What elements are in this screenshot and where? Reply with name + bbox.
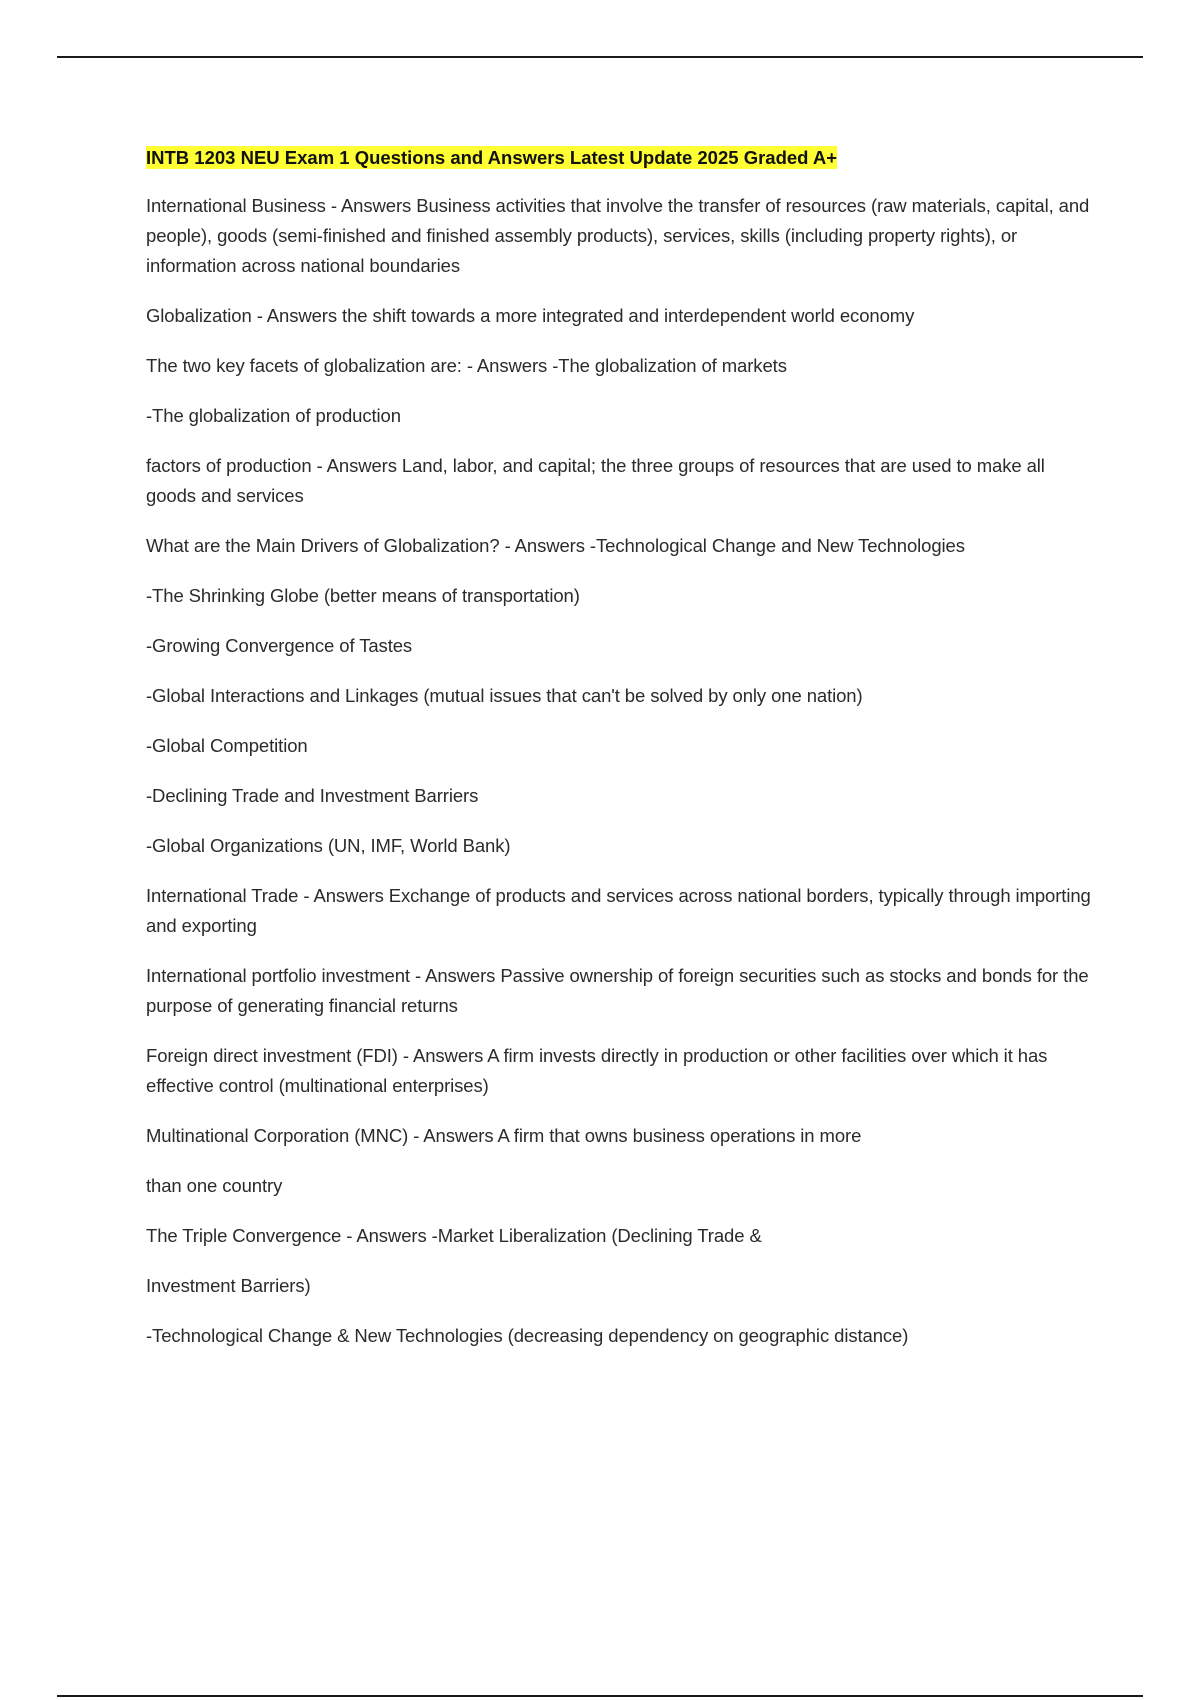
paragraph-international-trade: International Trade - Answers Exchange of products and services across national borders, typically through importing and exporting bbox=[146, 885, 1091, 936]
paragraph-shrinking-globe: -The Shrinking Globe (better means of transportation) bbox=[146, 585, 580, 606]
paragraph-portfolio-investment: International portfolio investment - Answers Passive ownership of foreign securities such as stocks and bonds for the purpose of generating financial returns bbox=[146, 965, 1089, 1016]
paragraph-globalization: Globalization - Answers the shift towards a more integrated and interdependent world economy bbox=[146, 305, 915, 326]
paragraph-main-drivers: What are the Main Drivers of Globalization? - Answers -Technological Change and New Technologies bbox=[146, 535, 965, 556]
paragraph-mnc-continued: than one country bbox=[146, 1175, 283, 1196]
paragraph-global-competition: -Global Competition bbox=[146, 735, 308, 756]
page-bottom-rule bbox=[57, 1695, 1143, 1697]
paragraph-mnc: Multinational Corporation (MNC) - Answers A firm that owns business operations in more bbox=[146, 1125, 862, 1146]
paragraph-global-organizations: -Global Organizations (UN, IMF, World Bank) bbox=[146, 835, 511, 856]
paragraph-convergence-of-tastes: -Growing Convergence of Tastes bbox=[146, 635, 413, 656]
paragraph-factors-of-production: factors of production - Answers Land, labor, and capital; the three groups of resources that are used to make all goods and services bbox=[146, 455, 1045, 506]
page-top-rule bbox=[57, 56, 1143, 58]
paragraph-technological-change: -Technological Change & New Technologies (decreasing dependency on geographic distance) bbox=[146, 1325, 909, 1346]
paragraph-two-key-facets: The two key facets of globalization are: - Answers -The globalization of markets bbox=[146, 355, 787, 376]
paragraph-international-business: International Business - Answers Business activities that involve the transfer of resources (raw materials, capital, and people), goods (semi-finished and finished assembly products), services, skills (including property rights), or information across national boundaries bbox=[146, 195, 1090, 276]
paragraph-fdi: Foreign direct investment (FDI) - Answers A firm invests directly in production or other facilities over which it has effective control (multinational enterprises) bbox=[146, 1045, 1048, 1096]
title-highlight: INTB 1203 NEU Exam 1 Questions and Answers Latest Update 2025 Graded A+ bbox=[146, 147, 838, 168]
paragraph-triple-convergence-continued: Investment Barriers) bbox=[146, 1275, 311, 1296]
paragraph-declining-barriers: -Declining Trade and Investment Barriers bbox=[146, 785, 479, 806]
paragraph-global-interactions: -Global Interactions and Linkages (mutual issues that can't be solved by only one nation) bbox=[146, 685, 863, 706]
document-title bbox=[146, 143, 1096, 173]
document-body bbox=[146, 143, 1096, 1371]
paragraph-triple-convergence: The Triple Convergence - Answers -Market Liberalization (Declining Trade & bbox=[146, 1225, 762, 1246]
paragraph-globalization-of-production: -The globalization of production bbox=[146, 405, 401, 426]
